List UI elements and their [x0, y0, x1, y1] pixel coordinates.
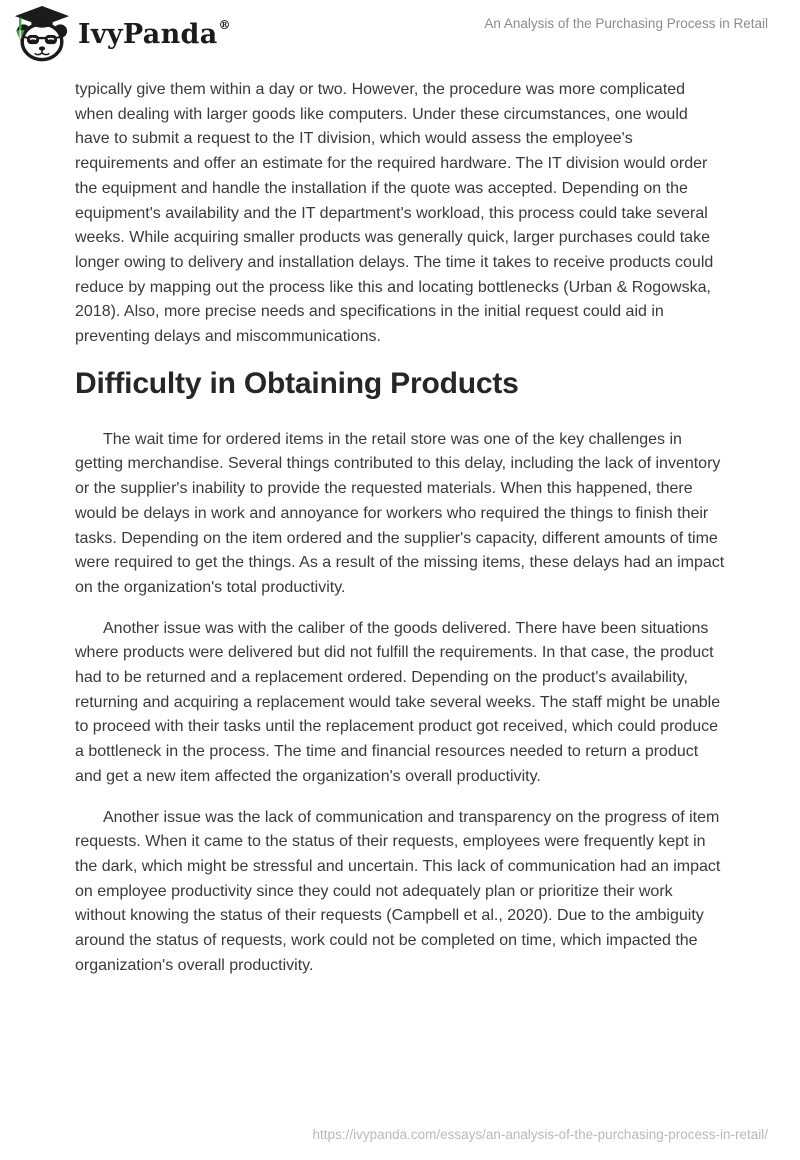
registered-trademark: ® — [218, 18, 231, 32]
paragraph-continuation: typically give them within a day or two. However, the procedure was more complicated when dealing with larger goods like computers. Under these circumstances, one would have to submit a request to the IT division, which would assess the employee's requirements and offer an estimate for the required hardware. The IT division would order the equipment and handle the installation if the quote was accepted. Depending on the equipment's availability and the IT department's workload, this process could take several weeks. While acquiring smaller products was generally quick, larger purchases could take longer owing to delivery and installation delays. The time it takes to receive products could reduce by mapping out the process like this and locating bottlenecks (Urban & Rogowska, 2018). Also, more precise needs and specifications in the initial request could aid in preventing delays and miscommunications. — [75, 81, 714, 346]
paragraph: The wait time for ordered items in the retail store was one of the key challenges in getting merchandise. Several things contributed to this delay, including the lack of inventory or the supplier's inability to provide the requested materials. When this happened, there would be delays in work and annoyance for workers who required the things to finish their tasks. Depending on the item ordered and the supplier's capacity, different amounts of time were required to get the things. As a result of the missing items, these delays had an impact on the organization's total productivity. — [75, 430, 725, 596]
paragraph: Another issue was with the caliber of the goods delivered. There have been situations where products were delivered but did not fulfill the requirements. In that case, the product had to be returned and a replacement ordered. Depending on the product's availability, returning and acquiring a replacement would take several weeks. The staff might be unable to proceed with their tasks until the replacement product got received, which could produce a bottleneck in the process. The time and financial resources needed to return a product and get a new item affected the organization's overall productivity. — [75, 619, 721, 785]
panda-graduate-logo-icon — [13, 5, 71, 63]
ivypanda-logo — [13, 5, 230, 63]
logo-text: IvyPanda — [78, 18, 218, 50]
source-url-link[interactable]: https://ivypanda.com/essays/an-analysis-of-the-purchasing-process-in-retail/ — [312, 1127, 768, 1142]
essay-body — [75, 78, 725, 979]
paragraph: Another issue was the lack of communication and transparency on the progress of item requests. When it came to the status of their requests, employees were frequently kept in the dark, which might be stressful and uncertain. This lack of communication had an impact on employee productivity since they could not adequately plan or prioritize their work without knowing the status of their requests (Campbell et al., 2020). Due to the ambiguity around the status of requests, work could not be completed on time, which impacted the organization's overall productivity. — [75, 808, 721, 974]
page-footer — [313, 1126, 768, 1144]
section-heading: Difficulty in Obtaining Products — [75, 366, 519, 400]
document-title: An Analysis of the Purchasing Process in Retail — [484, 16, 768, 31]
page-header — [0, 0, 800, 70]
